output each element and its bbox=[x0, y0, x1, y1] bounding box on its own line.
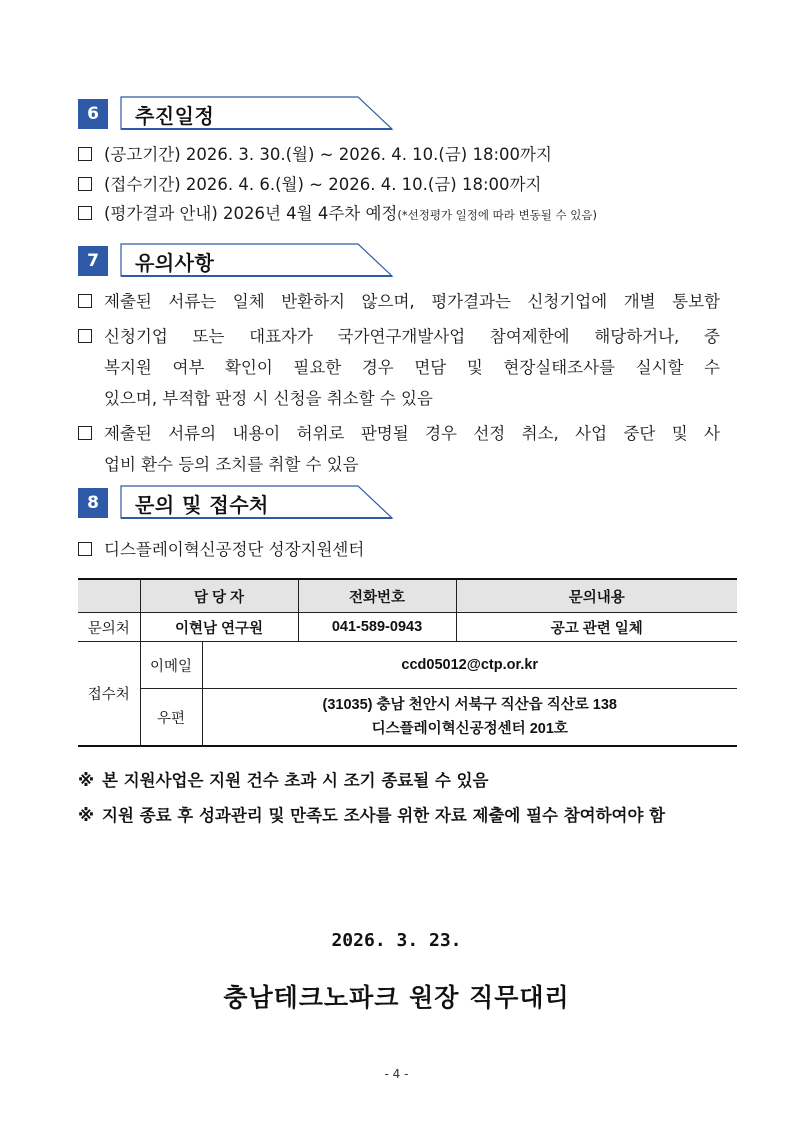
table-header-row bbox=[78, 579, 737, 613]
reception-label: 접수처 bbox=[78, 642, 140, 747]
checkbox-icon bbox=[78, 329, 92, 343]
section-7-header bbox=[78, 242, 398, 278]
mail-address: (31035) 충남 천안시 서북구 직산읍 직산로 138 디스플레이혁신공정센터 201호 bbox=[202, 689, 737, 747]
contact-email[interactable]: ccd05012@ctp.or.kr bbox=[202, 642, 737, 689]
email-label: 이메일 bbox=[140, 642, 202, 689]
note-item: ※ 지원 종료 후 성과관리 및 만족도 조사를 위한 자료 제출에 필수 참여하여야 함 bbox=[78, 806, 666, 825]
table-header-empty bbox=[78, 579, 140, 613]
notice-item: 제출된 서류는 일체 반환하지 않으며, 평가결과는 신청기업에 개별 통보함 bbox=[78, 286, 720, 317]
issuer-signature: 충남테크노파크 원장 직무대리 bbox=[223, 983, 570, 1012]
contact-org: 디스플레이혁신공정단 성장지원센터 bbox=[78, 536, 364, 560]
reference-mark-icon: ※ bbox=[78, 806, 95, 825]
contact-table bbox=[78, 578, 737, 747]
page-number: - 4 - bbox=[384, 1067, 409, 1081]
section-number: 7 bbox=[78, 246, 108, 276]
section-8-header bbox=[78, 484, 398, 520]
issue-date: 2026. 3. 23. bbox=[331, 930, 462, 951]
checkbox-icon bbox=[78, 147, 92, 161]
schedule-item: (평가결과 안내) 2026년 4월 4주차 예정(*선정평가 일정에 따라 변동될 수 있음) bbox=[78, 200, 597, 224]
reference-mark-icon: ※ bbox=[78, 771, 95, 790]
section-number: 6 bbox=[78, 99, 108, 129]
table-header-phone: 전화번호 bbox=[298, 579, 456, 613]
table-row bbox=[78, 642, 737, 689]
table-row bbox=[78, 689, 737, 747]
table-header-inquiry: 문의내용 bbox=[456, 579, 737, 613]
section-6-header bbox=[78, 95, 398, 131]
note-item: ※ 본 지원사업은 지원 건수 초과 시 조기 종료될 수 있음 bbox=[78, 771, 489, 790]
inquiry-label: 문의처 bbox=[78, 613, 140, 642]
schedule-note: (*선정평가 일정에 따라 변동될 수 있음) bbox=[397, 208, 597, 222]
contact-person: 이현남 연구원 bbox=[140, 613, 298, 642]
table-header-person: 담 당 자 bbox=[140, 579, 298, 613]
section-title: 추진일정 bbox=[135, 104, 215, 128]
mail-label: 우편 bbox=[140, 689, 202, 747]
section-title: 문의 및 접수처 bbox=[135, 493, 269, 517]
notice-item: 신청기업 또는 대표자가 국가연구개발사업 참여제한에 해당하거나, 중 복지원 여부 확인이 필요한 경우 면담 및 현장실태조사를 실시할 수 있으며, 부적합 판정 시 신청을 취소할 수 있음 bbox=[78, 321, 720, 414]
schedule-item: (접수기간) 2026. 4. 6.(월) ~ 2026. 4. 10.(금) 18:00까지 bbox=[78, 171, 541, 195]
checkbox-icon bbox=[78, 426, 92, 440]
section-number: 8 bbox=[78, 488, 108, 518]
inquiry-content: 공고 관련 일체 bbox=[456, 613, 737, 642]
contact-phone: 041-589-0943 bbox=[298, 613, 456, 642]
checkbox-icon bbox=[78, 294, 92, 308]
schedule-item: (공고기간) 2026. 3. 30.(월) ~ 2026. 4. 10.(금) 18:00까지 bbox=[78, 141, 552, 165]
section-title: 유의사항 bbox=[135, 251, 215, 275]
checkbox-icon bbox=[78, 177, 92, 191]
table-row bbox=[78, 613, 737, 642]
checkbox-icon bbox=[78, 206, 92, 220]
notice-item: 제출된 서류의 내용이 허위로 판명될 경우 선정 취소, 사업 중단 및 사 업비 환수 등의 조치를 취할 수 있음 bbox=[78, 418, 720, 480]
checkbox-icon bbox=[78, 542, 92, 556]
